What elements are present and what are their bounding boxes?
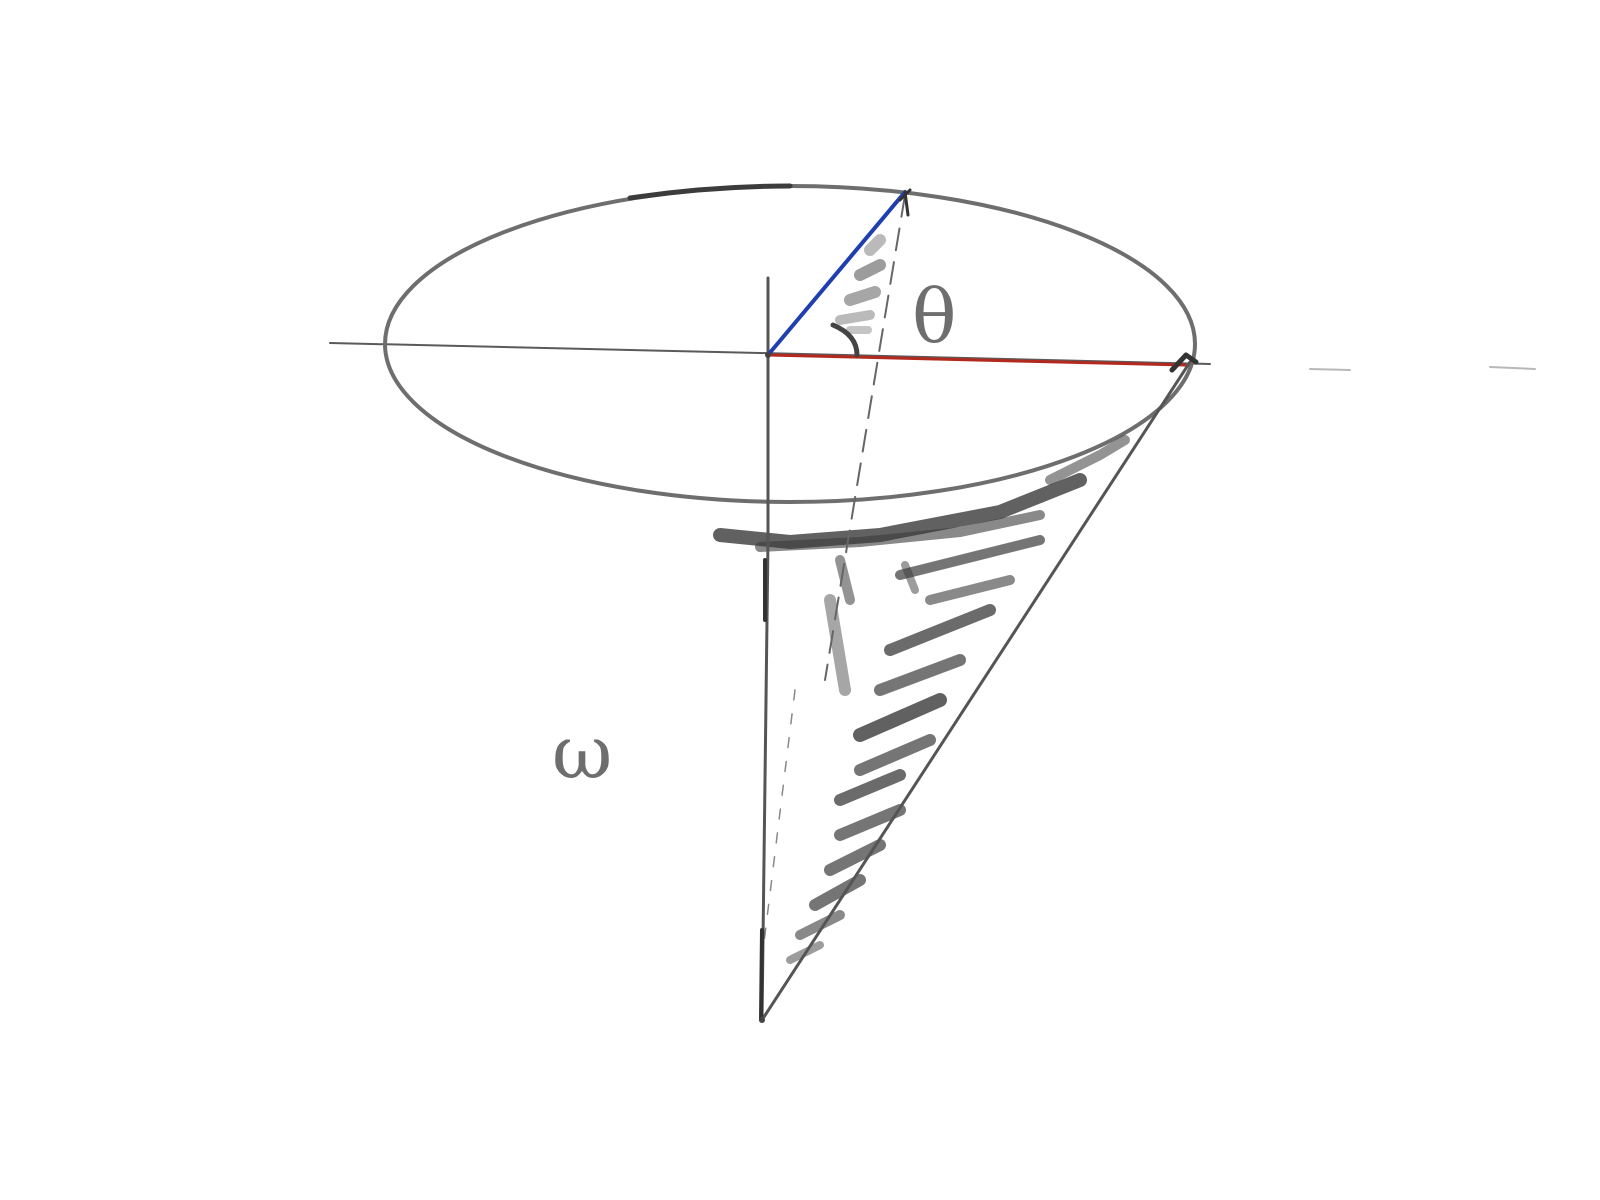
cone-slant-line — [762, 362, 1190, 1020]
omega-label: ω — [552, 710, 613, 796]
blue-segment — [768, 192, 905, 355]
theta-label: θ — [912, 274, 957, 360]
center-point — [765, 352, 771, 358]
angle-hatch-shading — [840, 240, 880, 330]
vertical-axis — [762, 278, 768, 1020]
cone-base-ellipse — [385, 186, 1195, 502]
horizontal-axis-faint-tail — [1310, 367, 1535, 370]
red-radius-segment — [768, 355, 1185, 365]
ellipse-top-emphasis — [630, 186, 790, 198]
cone-hatch-shading — [720, 440, 1125, 960]
apex-point — [759, 1017, 765, 1023]
